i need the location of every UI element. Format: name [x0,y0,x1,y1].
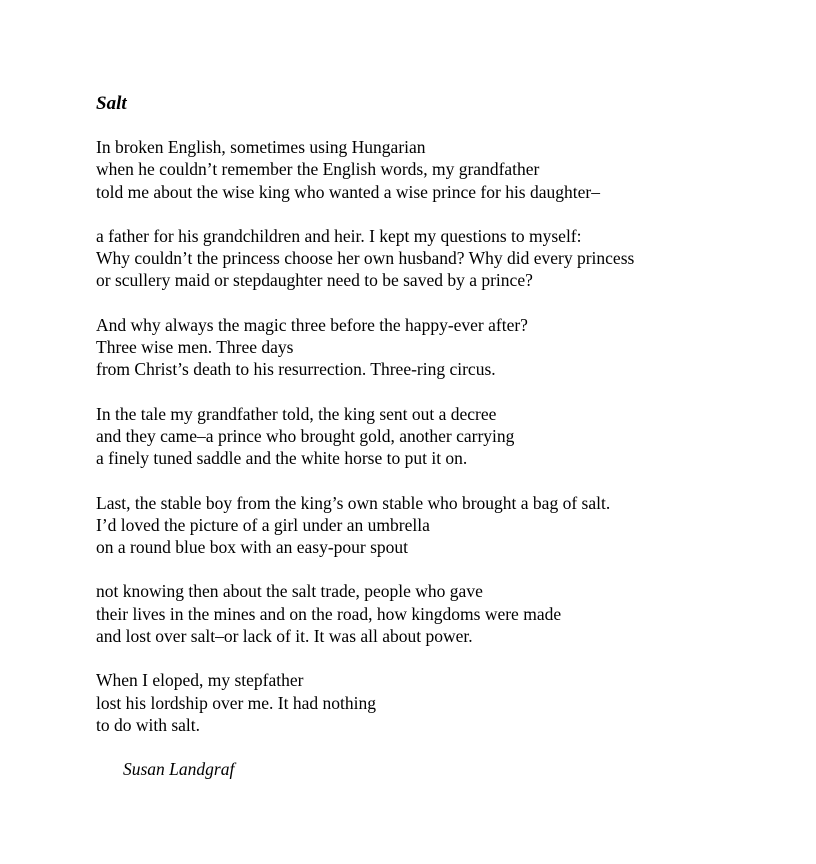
stanza [96,314,760,381]
poem-line: When I eloped, my stepfather [96,670,304,691]
poem-line: Last, the stable boy from the king’s own stable who brought a bag of salt. [96,492,611,513]
poem-line: lost his lordship over me. It had nothing [96,692,376,713]
poem-line: I’d loved the picture of a girl under an umbrella [96,514,430,535]
poem-line: from Christ’s death to his resurrection. Three-ring circus. [96,359,496,380]
poem-line: And why always the magic three before the happy-ever after? [96,314,528,335]
poem-line: In the tale my grandfather told, the king sent out a decree [96,403,497,424]
poem-line: not knowing then about the salt trade, people who gave [96,581,483,602]
stanza [96,225,760,292]
poem-line: Why couldn’t the princess choose her own husband? Why did every princess [96,248,635,269]
stanza [96,403,760,470]
poem-line: on a round blue box with an easy-pour spout [96,537,409,558]
poem-author: Susan Landgraf [123,759,235,780]
poem-line: a father for his grandchildren and heir. I kept my questions to myself: [96,225,582,246]
stanza [96,669,760,736]
poem-line: In broken English, sometimes using Hungarian [96,137,426,157]
poem-line: or scullery maid or stepdaughter need to be saved by a prince? [96,270,533,291]
poem-line: when he couldn’t remember the English words, my grandfather [96,159,540,180]
poem-line: a finely tuned saddle and the white horse to put it on. [96,448,468,469]
stanza [96,580,760,647]
poem-line: their lives in the mines and on the road, how kingdoms were made [96,603,562,624]
stanza [96,136,760,203]
poem-line: and they came–a prince who brought gold, another carrying [96,425,515,446]
poem-title: Salt [96,93,127,114]
poem-line: told me about the wise king who wanted a wise prince for his daughter– [96,181,600,202]
stanza [96,492,760,559]
poem-line: to do with salt. [96,714,201,735]
poem-line: and lost over salt–or lack of it. It was all about power. [96,626,473,647]
poem-line: Three wise men. Three days [96,337,294,358]
